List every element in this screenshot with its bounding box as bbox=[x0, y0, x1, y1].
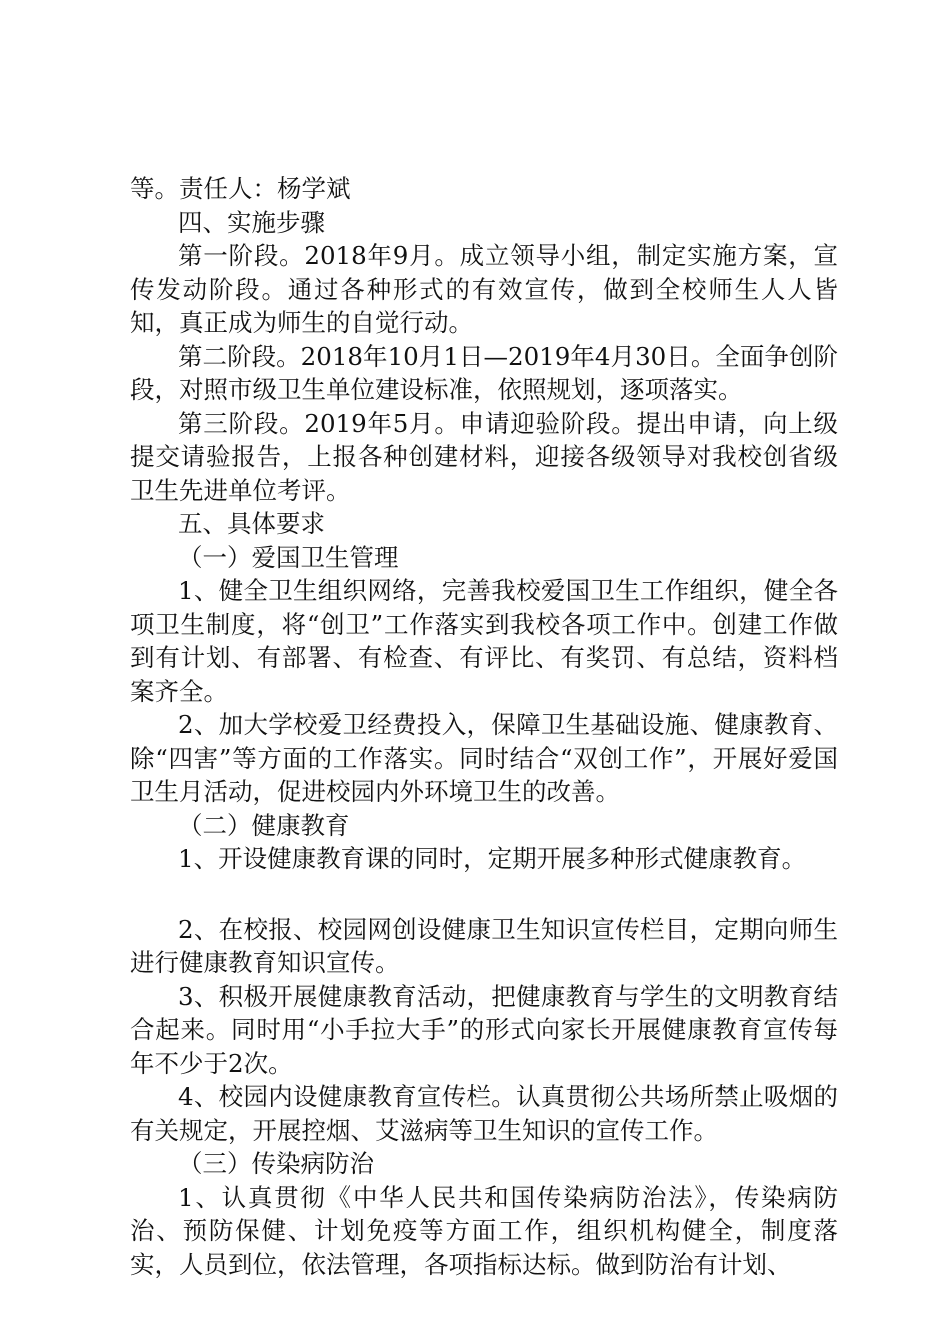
subheading-patriotic-health: （一）爱国卫生管理 bbox=[178, 542, 399, 572]
subheading-disease-prevention: （三）传染病防治 bbox=[178, 1149, 374, 1178]
heading-implementation-steps: 四、实施步骤 bbox=[178, 207, 325, 237]
paragraph-health-item-1: 1、健全卫生组织网络，完善我校爱国卫生工作组织，健全各项卫生制度，将“创卫”工作落实到我校各项工作中。创建工作做到有计划、有部署、有检查、有评比、有奖罚、有总结，资料档案齐全。 bbox=[130, 576, 838, 706]
subheading-health-education: （二）健康教育 bbox=[178, 810, 350, 840]
paragraph-education-item-1: 1、开设健康教育课的同时，定期开展多种形式健康教育。 bbox=[178, 844, 807, 873]
document-body bbox=[130, 172, 838, 1281]
paragraph-responsible-person: 等。责任人：杨学斌 bbox=[130, 174, 351, 203]
heading-specific-requirements: 五、具体要求 bbox=[178, 509, 325, 538]
paragraph-education-item-4: 4、校园内设健康教育宣传栏。认真贯彻公共场所禁止吸烟的有关规定，开展控烟、艾滋病等卫生知识的宣传工作。 bbox=[130, 1082, 838, 1145]
paragraph-stage-one: 第一阶段。2018年9月。成立领导小组，制定实施方案，宣传发动阶段。通过各种形式的有效宣传，做到全校师生人人皆知，真正成为师生的自觉行动。 bbox=[130, 241, 838, 337]
paragraph-stage-two: 第二阶段。2018年10月1日—2019年4月30日。全面争创阶段，对照市级卫生单位建设标准，依照规划，逐项落实。 bbox=[130, 341, 838, 404]
paragraph-disease-item-1: 1、认真贯彻《中华人民共和国传染病防治法》，传染病防治、预防保健、计划免疫等方面工作，组织机构健全，制度落实，人员到位，依法管理，各项指标达标。做到防治有计划、 bbox=[130, 1182, 838, 1279]
paragraph-education-item-3: 3、积极开展健康教育活动，把健康教育与学生的文明教育结合起来。同时用“小手拉大手”的形式向家长开展健康教育宣传每年不少于2次。 bbox=[130, 981, 838, 1078]
paragraph-education-item-2: 2、在校报、校园网创设健康卫生知识宣传栏目，定期向师生进行健康教育知识宣传。 bbox=[130, 914, 838, 977]
paragraph-stage-three: 第三阶段。2019年5月。申请迎验阶段。提出申请，向上级提交请验报告，上报各种创建材料，迎接各级领导对我校创省级卫生先进单位考评。 bbox=[130, 408, 838, 505]
paragraph-health-item-2: 2、加大学校爱卫经费投入，保障卫生基础设施、健康教育、除“四害”等方面的工作落实。同时结合“双创工作”，开展好爱国卫生月活动，促进校园内外环境卫生的改善。 bbox=[130, 710, 838, 806]
